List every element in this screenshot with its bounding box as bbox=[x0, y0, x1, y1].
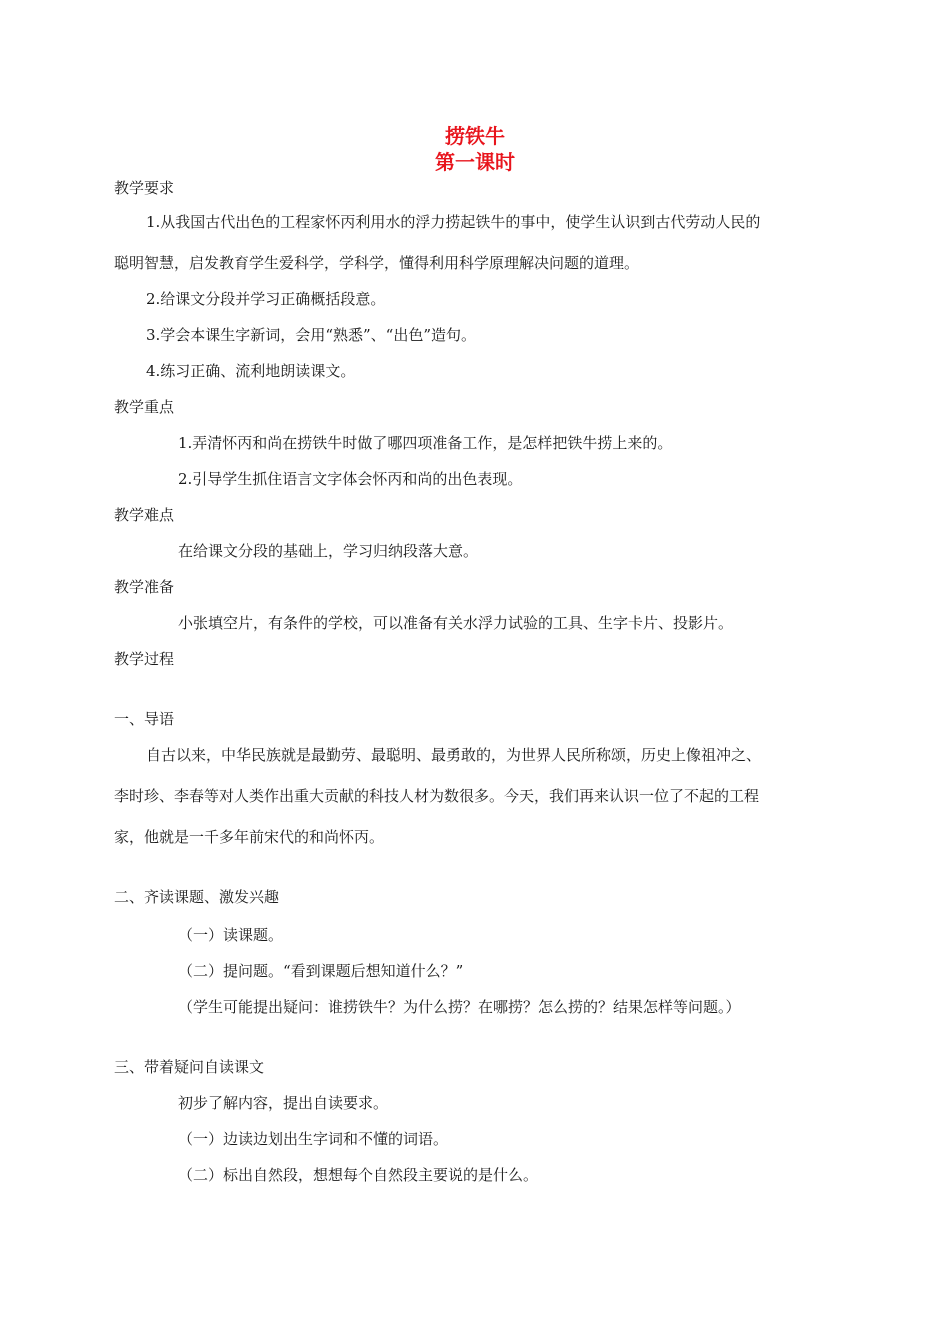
process-section-2-item-3: （学生可能提出疑问：谁捞铁牛？为什么捞？在哪捞？怎么捞的？结果怎样等问题。） bbox=[178, 998, 741, 1016]
page-subtitle: 第一课时 bbox=[435, 150, 515, 174]
section-heading-key-points: 教学重点 bbox=[114, 398, 175, 416]
requirement-item-4: 4.练习正确、流利地朗读课文。 bbox=[146, 362, 356, 380]
process-section-3-heading: 三、带着疑问自读课文 bbox=[114, 1058, 265, 1076]
process-section-1-heading: 一、导语 bbox=[114, 710, 175, 728]
requirement-item-3: 3.学会本课生字新词，会用“熟悉”、“出色”造句。 bbox=[146, 326, 476, 344]
difficulties-text: 在给课文分段的基础上，学习归纳段落大意。 bbox=[178, 542, 479, 560]
process-section-2-item-2: （二）提问题。“看到课题后想知道什么？” bbox=[178, 962, 464, 980]
section-heading-preparation: 教学准备 bbox=[114, 578, 175, 596]
process-section-1-line-2: 李时珍、李春等对人类作出重大贡献的科技人材为数很多。今天，我们再来认识一位了不起的工程 bbox=[114, 787, 760, 805]
process-section-3-intro: 初步了解内容，提出自读要求。 bbox=[178, 1094, 389, 1112]
requirement-item-2: 2.给课文分段并学习正确概括段意。 bbox=[146, 290, 386, 308]
key-point-item-1: 1.弄清怀丙和尚在捞铁牛时做了哪四项准备工作，是怎样把铁牛捞上来的。 bbox=[178, 434, 673, 452]
process-section-1-line-1: 自古以来，中华民族就是最勤劳、最聪明、最勇敢的，为世界人民所称颂，历史上像祖冲之、 bbox=[146, 746, 762, 764]
requirement-item-1-line-2: 聪明智慧，启发教育学生爱科学，学科学，懂得利用科学原理解决问题的道理。 bbox=[114, 254, 640, 272]
preparation-text: 小张填空片，有条件的学校，可以准备有关水浮力试验的工具、生字卡片、投影片。 bbox=[178, 614, 734, 632]
page-title: 捞铁牛 bbox=[445, 124, 505, 148]
process-section-3-item-1: （一）边读边划出生字词和不懂的词语。 bbox=[178, 1130, 449, 1148]
section-heading-requirements: 教学要求 bbox=[114, 179, 175, 197]
section-heading-process: 教学过程 bbox=[114, 650, 175, 668]
process-section-1-line-3: 家，他就是一千多年前宋代的和尚怀丙。 bbox=[114, 828, 385, 846]
requirement-item-1-line-1: 1.从我国古代出色的工程家怀丙利用水的浮力捞起铁牛的事中，使学生认识到古代劳动人民的 bbox=[146, 213, 761, 231]
key-point-item-2: 2.引导学生抓住语言文字体会怀丙和尚的出色表现。 bbox=[178, 470, 523, 488]
process-section-3-item-2: （二）标出自然段，想想每个自然段主要说的是什么。 bbox=[178, 1166, 539, 1184]
section-heading-difficulties: 教学难点 bbox=[114, 506, 175, 524]
process-section-2-heading: 二、齐读课题、激发兴趣 bbox=[114, 888, 280, 906]
process-section-2-item-1: （一）读课题。 bbox=[178, 926, 284, 944]
